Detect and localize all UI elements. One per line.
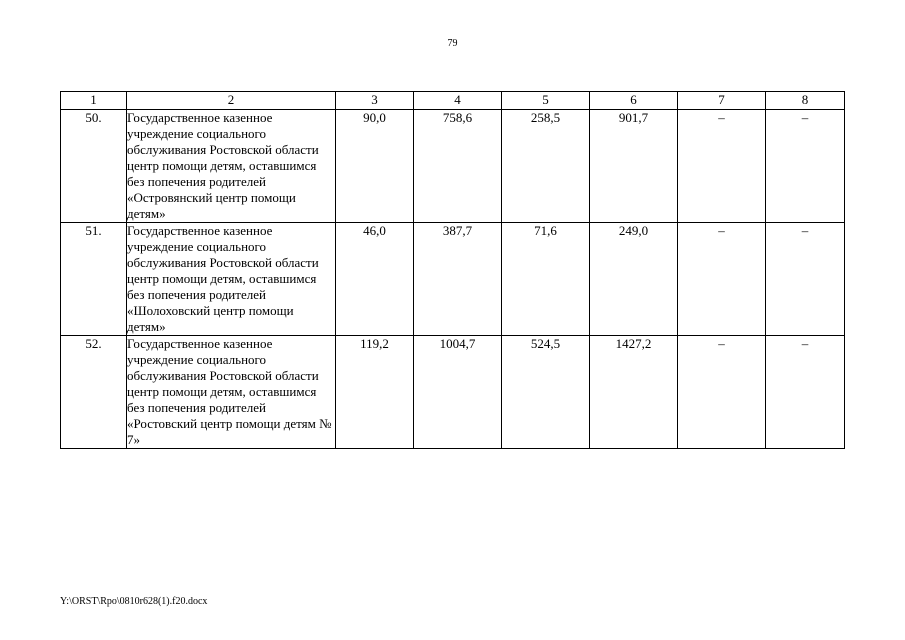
header-col-6: 6 [590, 92, 678, 110]
col-7-value: – [678, 110, 766, 223]
col-8-value: – [766, 110, 845, 223]
table-row [61, 223, 845, 336]
col-6-value: 1427,2 [590, 336, 678, 449]
header-col-1: 1 [61, 92, 127, 110]
institution-name: Государственное казенное учреждение социального обслуживания Ростовской области центр помощи детям, оставшимся без попечения родителей «Ростовский центр помощи детям № 7» [127, 336, 336, 449]
institution-name: Государственное казенное учреждение социального обслуживания Ростовской области центр помощи детям, оставшимся без попечения родителей «Шолоховский центр помощи детям» [127, 223, 336, 336]
header-col-2: 2 [127, 92, 336, 110]
header-col-7: 7 [678, 92, 766, 110]
col-3-value: 46,0 [336, 223, 414, 336]
col-7-value: – [678, 336, 766, 449]
col-4-value: 387,7 [414, 223, 502, 336]
data-table [60, 91, 845, 449]
table-row [61, 336, 845, 449]
col-7-value: – [678, 223, 766, 336]
col-3-value: 90,0 [336, 110, 414, 223]
footer-file-path: Y:\ORST\Rpo\0810r628(1).f20.docx [60, 596, 208, 607]
col-5-value: 524,5 [502, 336, 590, 449]
page-number: 79 [447, 38, 458, 49]
row-number: 51. [61, 223, 127, 336]
col-3-value: 119,2 [336, 336, 414, 449]
col-4-value: 1004,7 [414, 336, 502, 449]
header-col-4: 4 [414, 92, 502, 110]
row-number: 50. [61, 110, 127, 223]
col-5-value: 71,6 [502, 223, 590, 336]
col-4-value: 758,6 [414, 110, 502, 223]
header-col-3: 3 [336, 92, 414, 110]
col-5-value: 258,5 [502, 110, 590, 223]
table-row [61, 110, 845, 223]
header-row [61, 92, 845, 110]
col-8-value: – [766, 223, 845, 336]
col-6-value: 249,0 [590, 223, 678, 336]
col-8-value: – [766, 336, 845, 449]
institution-name: Государственное казенное учреждение социального обслуживания Ростовской области центр помощи детям, оставшимся без попечения родителей «Островянский центр помощи детям» [127, 110, 336, 223]
header-col-8: 8 [766, 92, 845, 110]
row-number: 52. [61, 336, 127, 449]
header-col-5: 5 [502, 92, 590, 110]
col-6-value: 901,7 [590, 110, 678, 223]
